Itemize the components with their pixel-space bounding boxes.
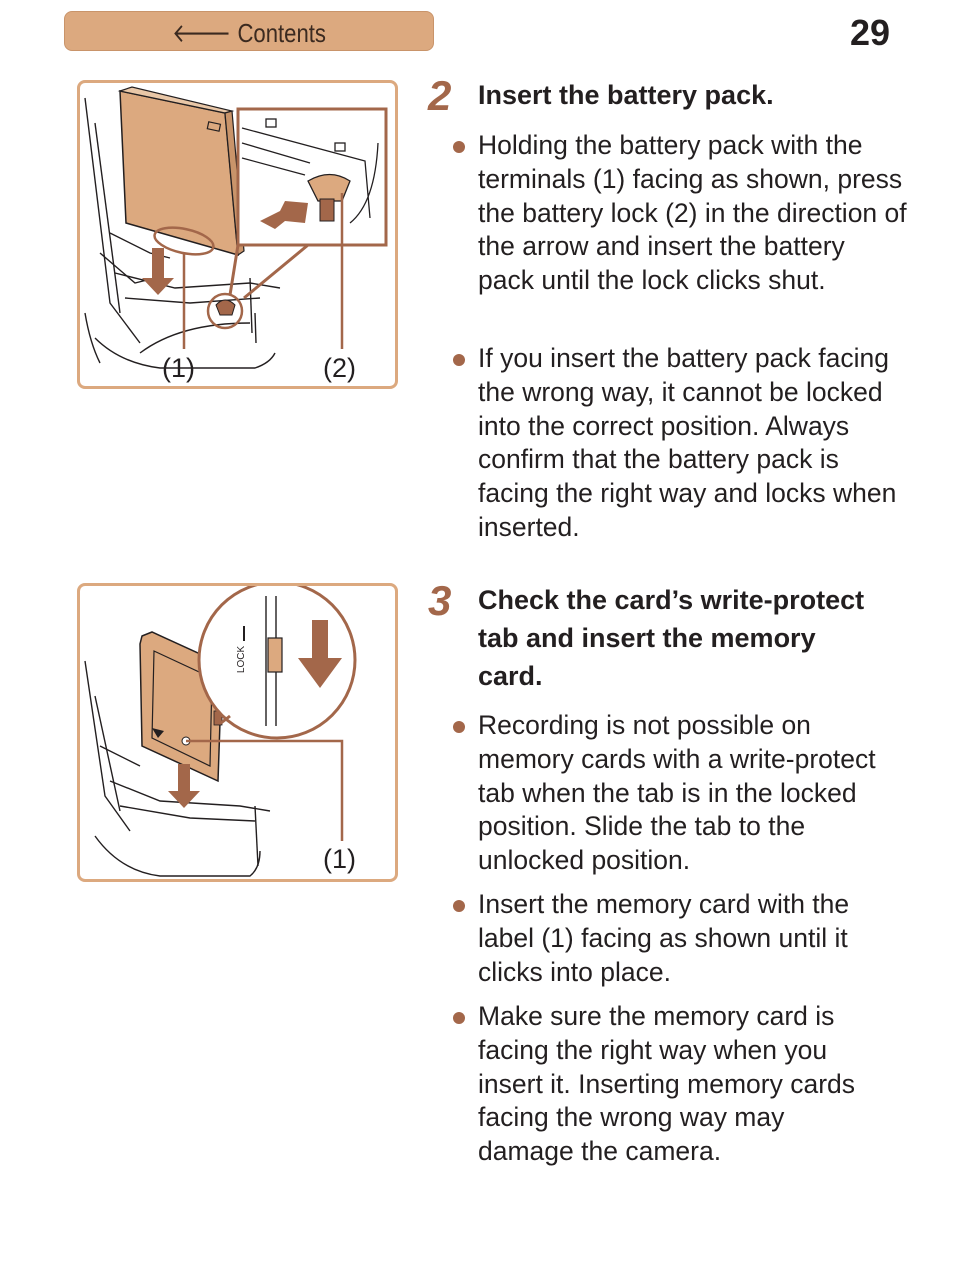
callout-1: (1) bbox=[323, 844, 356, 874]
bullet-dot bbox=[453, 721, 465, 733]
step-title: Check the card’s write-protect tab and insert the memory card. bbox=[478, 585, 865, 691]
bullet-dot bbox=[453, 354, 465, 366]
bullet-item: Insert the memory card with the label (1) facing as shown until it clicks into place. bbox=[478, 888, 908, 989]
bullet-dot bbox=[453, 141, 465, 153]
battery-insertion-figure bbox=[77, 80, 398, 389]
contents-label: Contents bbox=[237, 18, 326, 48]
lock-label: LOCK bbox=[236, 645, 248, 674]
memory-card-illustration bbox=[80, 586, 398, 882]
bullet-dot bbox=[453, 1012, 465, 1024]
arrow-left-icon: 🡐 bbox=[172, 18, 232, 48]
callout-1: (1) bbox=[162, 353, 195, 383]
battery-illustration bbox=[80, 83, 398, 389]
page-number: 29 bbox=[849, 12, 890, 53]
bullet-item: Make sure the memory card is facing the right way when you insert it. Inserting memory cards facing the wrong way may damage the camera. bbox=[478, 1000, 878, 1169]
step-title: Insert the battery pack. bbox=[478, 80, 774, 110]
contents-button[interactable] bbox=[64, 11, 434, 51]
bullet-dot bbox=[453, 900, 465, 912]
step-number: 3 bbox=[428, 577, 452, 624]
step-number: 2 bbox=[428, 72, 452, 119]
bullet-item: Recording is not possible on memory cards with a write-protect tab when the tab is in the locked position. Slide the tab to the unlocked position. bbox=[478, 709, 908, 878]
bullet-item: If you insert the battery pack facing the wrong way, it cannot be locked into the correct position. Always confirm that the battery pack is facing the right way and locks when inserted. bbox=[478, 342, 908, 545]
bullet-item: Holding the battery pack with the terminals (1) facing as shown, press the battery lock (2) in the direction of the arrow and insert the battery pack until the lock clicks shut. bbox=[478, 129, 908, 298]
callout-2: (2) bbox=[323, 353, 356, 383]
memory-card-figure bbox=[77, 583, 398, 882]
